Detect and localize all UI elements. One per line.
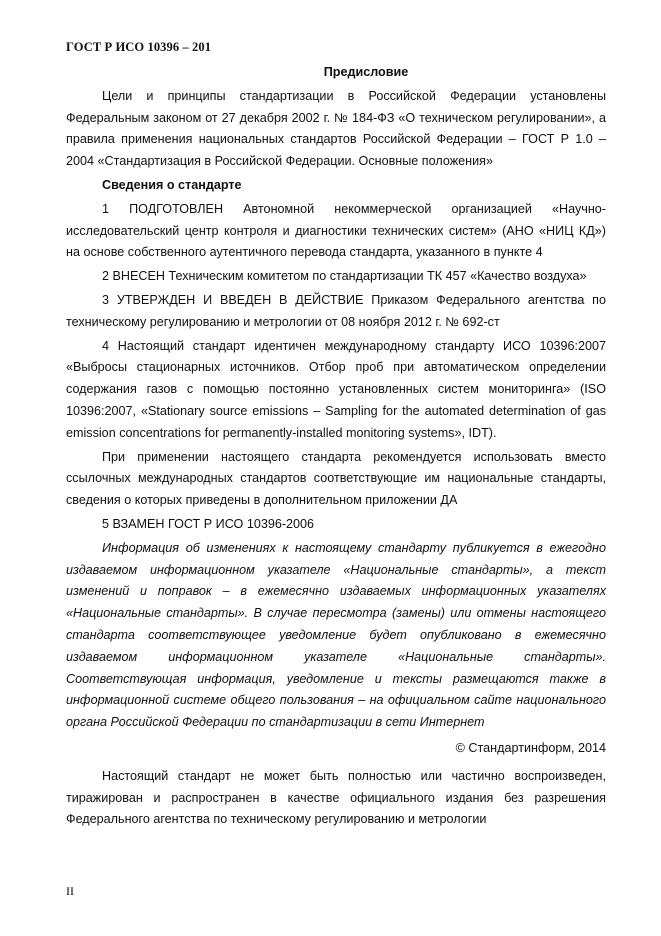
page-number: II (66, 884, 74, 898)
info-item-2: 2 ВНЕСЕН Техническим комитетом по стандартизации ТК 457 «Качество воздуха» (102, 269, 587, 284)
reproduction-notice: Настоящий стандарт не может быть полностью или частично воспроизведен, тиражирован и распространен в качестве официального издания без разрешения Федерального агентства по техническому регулированию и метрологии (66, 768, 606, 827)
changes-info: Информация об изменениях к настоящему стандарту публикуется в ежегодно издаваемом информационном указателе «Национальные стандарты», а текст изменений и поправок – в ежемесячно издаваемых информационных указателях «Национальные стандарты». В случае пересмотра (замены) или отмены настоящего стандарта соответствующее уведомление будет опубликовано в ежемесячно издаваемом информационном указателе «Национальные стандарты». Соответствующая информация, уведомление и тексты размещаются также в информационной системе общего пользования – на официальном сайте национального органа Российской Федерации по стандартизации в сети Интернет (66, 540, 606, 730)
info-title: Сведения о стандарте (102, 177, 242, 192)
info-item-5: 5 ВЗАМЕН ГОСТ Р ИСО 10396-2006 (102, 516, 315, 531)
info-item-4-note: При применении настоящего стандарта рекомендуется использовать вместо ссылочных международных стандартов соответствующие им национальные стандарты, сведения о которых приведены в дополнительном приложении ДА (66, 449, 606, 508)
standard-code-header: ГОСТ Р ИСО 10396 – 201 (66, 40, 212, 54)
copyright-line: © Стандартинформ, 2014 (455, 740, 606, 755)
info-item-1: 1 ПОДГОТОВЛЕН Автономной некоммерческой организацией «Научно-исследовательский центр контроля и диагностики технических систем» (АНО «НИЦ КД») на основе собственного аутентичного перевода стандарта, указанного в пункте 4 (66, 201, 606, 260)
info-item-3: 3 УТВЕРЖДЕН И ВВЕДЕН В ДЕЙСТВИЕ Приказом Федерального агентства по техническому регулированию и метрологии от 08 ноября 2012 г. № 692-ст (66, 292, 606, 329)
preface-intro: Цели и принципы стандартизации в Российской Федерации установлены Федеральным законом от 27 декабря 2002 г. № 184-ФЗ «О техническом регулировании», а правила применения национальных стандартов Российской Федерации – ГОСТ Р 1.0 – 2004 «Стандартизация в Российской Федерации. Основные положения» (66, 88, 606, 169)
info-item-4: 4 Настоящий стандарт идентичен международному стандарту ИСО 10396:2007 «Выбросы стационарных источников. Отбор проб при автоматическом определении содержания газов с помощью постоянно установленных систем мониторинга» (ISO 10396:2007, «Stationary source emissions – Sampling for the automated determination of gas emission concentrations for permanently-installed monitoring systems», IDT). (66, 338, 606, 440)
preface-title: Предисловие (323, 65, 409, 79)
document-content (66, 62, 606, 833)
